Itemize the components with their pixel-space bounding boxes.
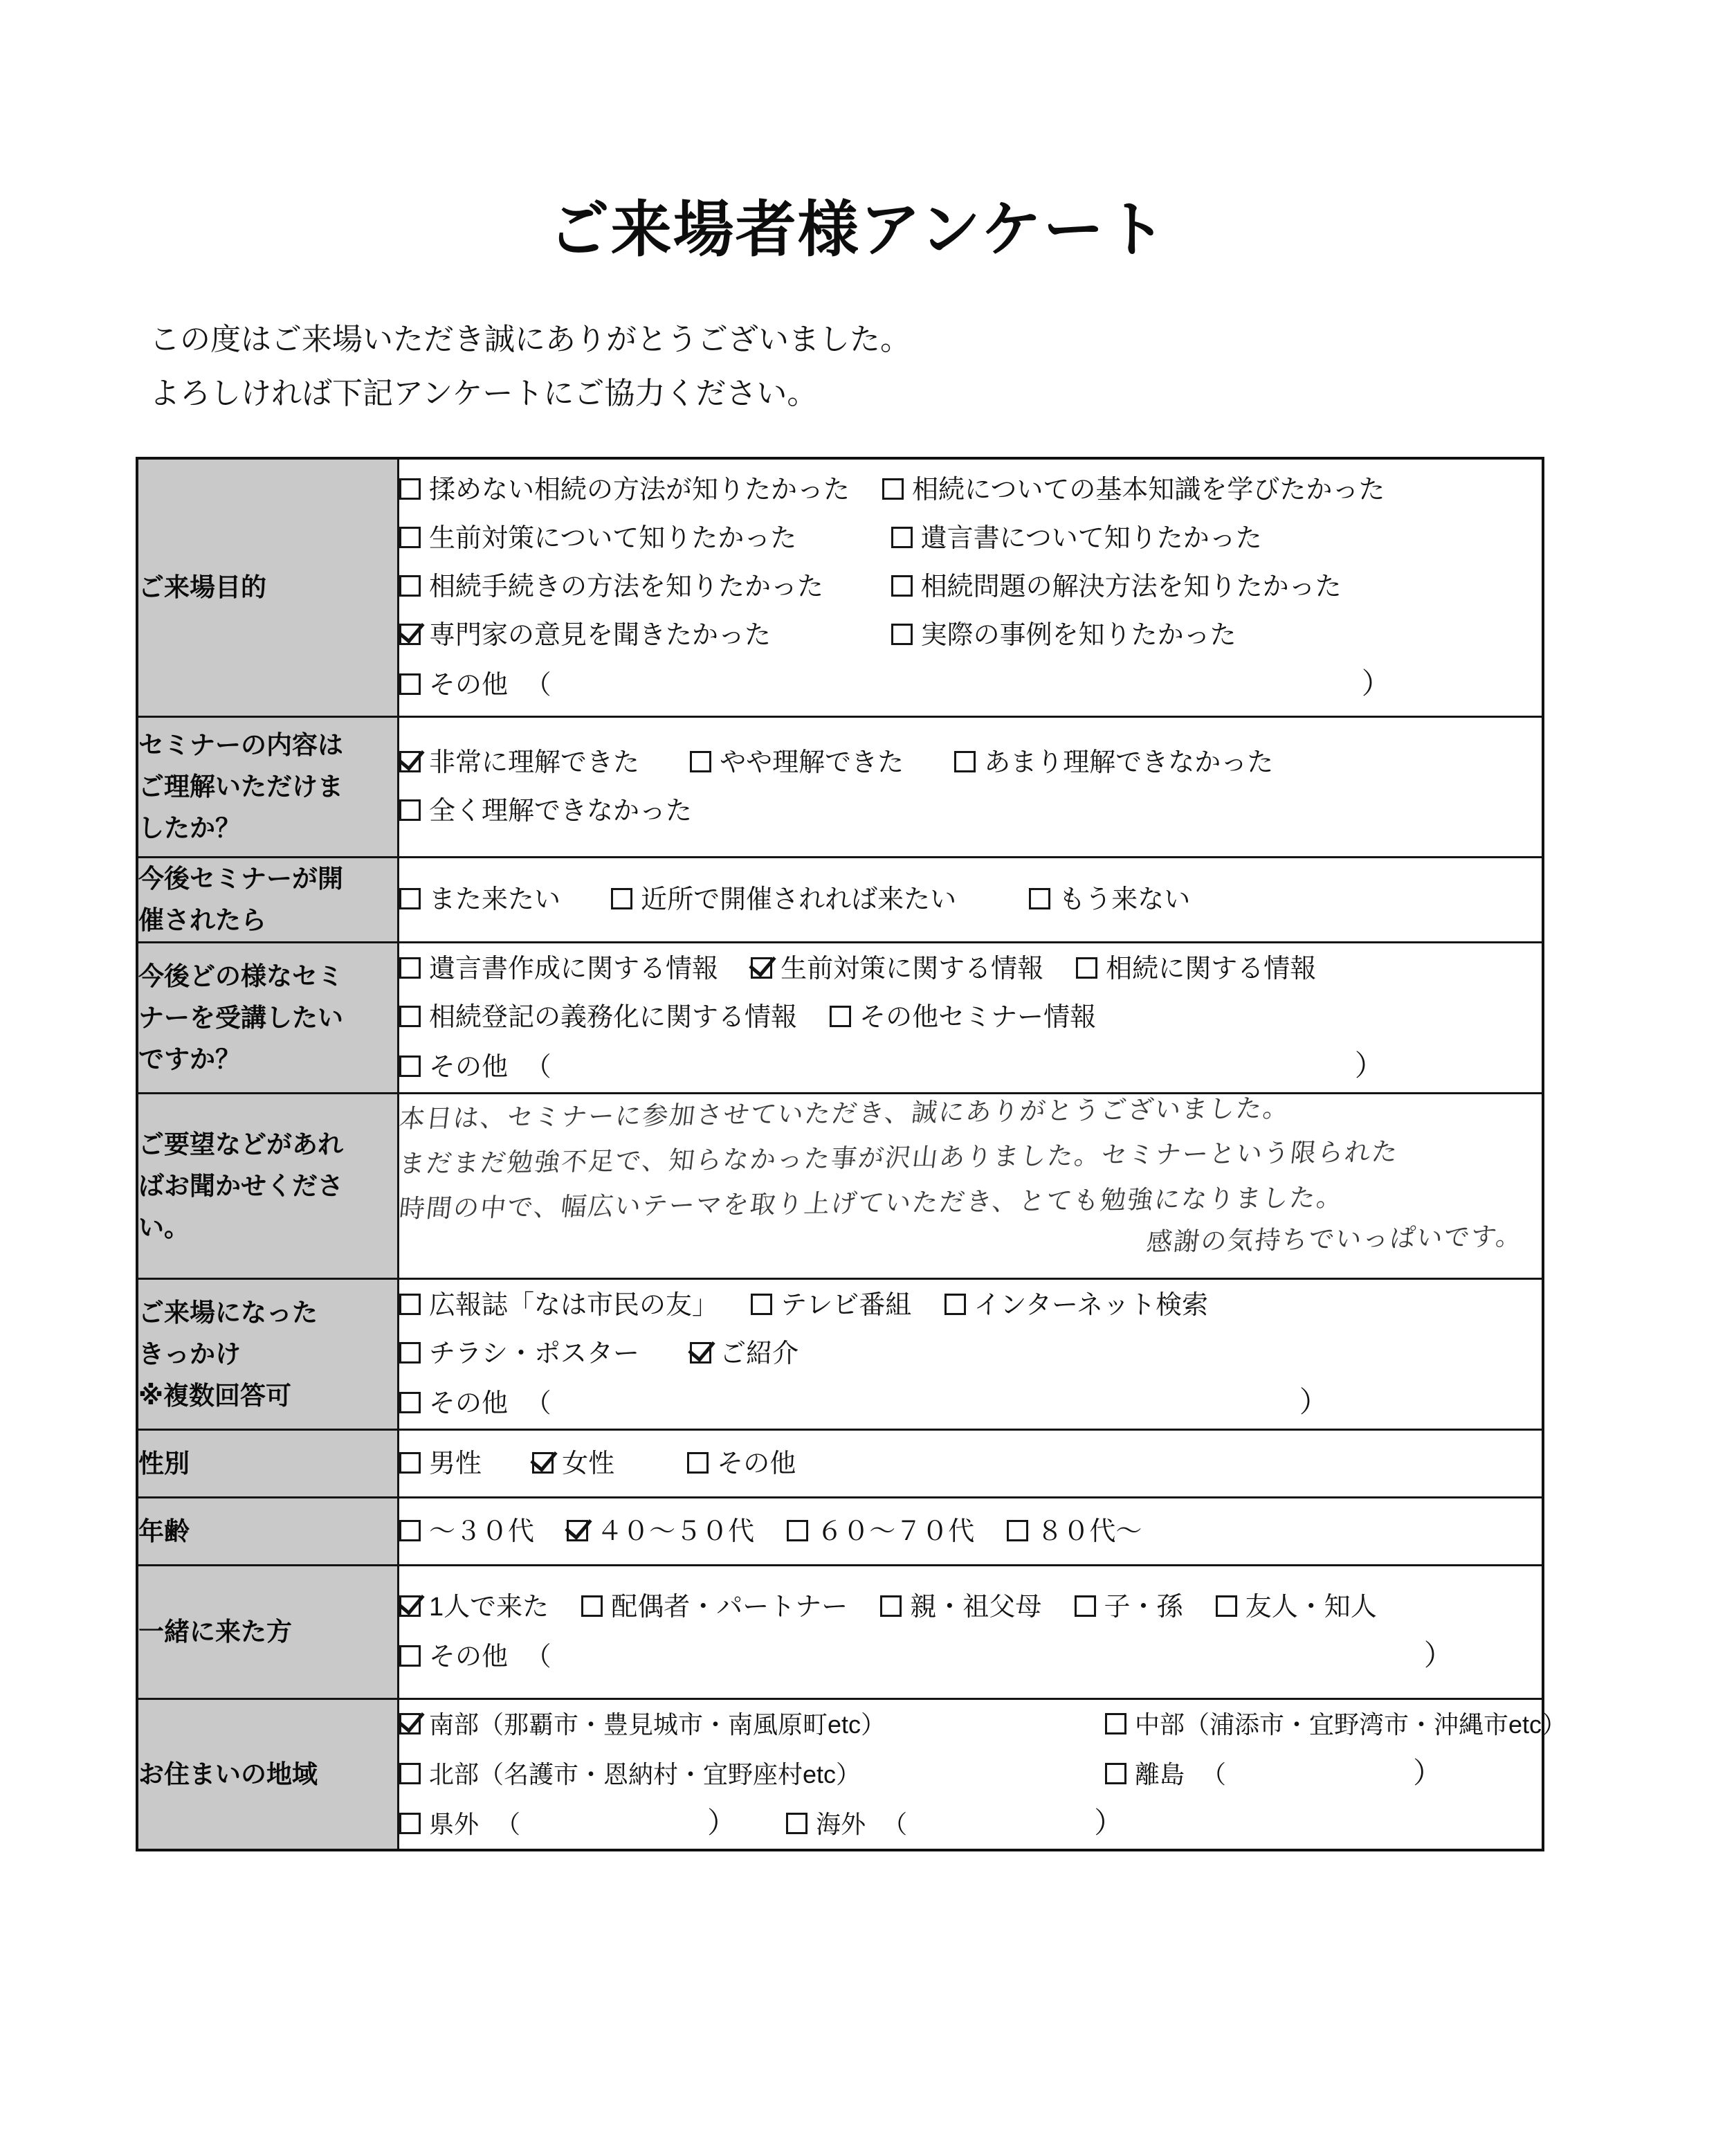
option-line — [399, 1440, 1542, 1488]
row-label-companion: 一緒に来た方 — [137, 1566, 399, 1699]
option-label: ～３０代 — [429, 1516, 535, 1546]
option-label: 男性 — [429, 1449, 482, 1478]
intro-line-1: この度はご来場いただき誠にありがとうございました。 — [149, 323, 911, 356]
table-row-comments — [137, 1094, 1543, 1279]
checkbox-option-purpose-7[interactable] — [399, 611, 884, 660]
handwritten-line-4: 感謝の気持ちでいっぱいです。 — [1144, 1221, 1525, 1257]
checkbox-checked-icon[interactable] — [532, 1452, 554, 1474]
checkbox-icon[interactable] — [687, 1452, 709, 1474]
checkbox-icon[interactable] — [399, 1520, 421, 1541]
paren-open: （ — [524, 1052, 551, 1082]
checkbox-option-future-attend-2[interactable] — [611, 876, 956, 924]
paren-open: （ — [524, 671, 551, 700]
option-label: やや理解できた — [720, 748, 904, 777]
handwritten-line-1: 本日は、セミナーに参加させていただき、誠にありがとうございました。 — [397, 1092, 1292, 1134]
option-line — [399, 1507, 1542, 1556]
option-label: その他 — [429, 671, 509, 700]
checkbox-icon[interactable] — [399, 1342, 421, 1364]
option-line — [399, 1701, 1567, 1749]
checkbox-icon[interactable] — [891, 624, 913, 645]
option-label: 親・祖父母 — [910, 1593, 1042, 1622]
option-line — [399, 466, 1542, 514]
row-label-understanding: セミナーの内容は ご理解いただけま したか？ — [137, 717, 399, 858]
checkbox-option-gender-2[interactable] — [532, 1440, 614, 1488]
checkbox-option-future-topic-5[interactable] — [830, 993, 1096, 1042]
checkbox-icon[interactable] — [954, 751, 976, 772]
option-label: 相続登記の義務化に関する情報 — [429, 1002, 798, 1032]
table-row-age — [137, 1498, 1543, 1566]
checkbox-option-region-5[interactable] — [399, 1800, 479, 1849]
option-label: その他セミナー情報 — [859, 1002, 1097, 1032]
option-label: 近所で開催されれば来たい — [641, 885, 957, 914]
checkbox-option-companion-2[interactable] — [581, 1583, 848, 1631]
checkbox-option-future-attend-1[interactable] — [399, 876, 560, 924]
option-line — [399, 1749, 1542, 1799]
checkbox-option-referral-2[interactable] — [751, 1281, 911, 1330]
option-line — [399, 1281, 1542, 1330]
option-label: 相続についての基本知識を学びたかった — [912, 475, 1385, 505]
row-label-comments: ご要望などがあれ ばお聞かせくださ い。 — [137, 1094, 399, 1279]
table-row-region — [137, 1699, 1543, 1851]
checkbox-icon[interactable] — [787, 1520, 808, 1541]
row-label-region: お住まいの地域 — [137, 1699, 399, 1851]
checkbox-icon[interactable] — [399, 1294, 421, 1315]
checkbox-option-future-topic-other[interactable] — [399, 1043, 508, 1091]
handwritten-line-3: 時間の中で、幅広いテーマを取り上げていただき、とても勉強になりました。 — [397, 1181, 1346, 1224]
option-label: 遺言書作成に関する情報 — [429, 954, 719, 984]
checkbox-option-region-6[interactable] — [786, 1800, 866, 1849]
checkbox-icon[interactable] — [751, 1294, 772, 1315]
checkbox-option-understanding-4[interactable] — [399, 787, 692, 835]
option-line — [399, 563, 1542, 611]
option-line — [399, 787, 1542, 835]
checkbox-icon[interactable] — [882, 478, 904, 500]
checkbox-option-purpose-other[interactable] — [399, 661, 508, 709]
checkbox-option-age-1[interactable] — [399, 1507, 534, 1556]
checkbox-option-referral-5[interactable] — [690, 1330, 798, 1378]
option-label: 県外 — [429, 1809, 480, 1838]
checkbox-icon[interactable] — [399, 1645, 421, 1667]
checkbox-option-purpose-6[interactable] — [891, 563, 1342, 611]
checkbox-option-companion-5[interactable] — [1216, 1583, 1377, 1631]
checkbox-icon[interactable] — [690, 751, 711, 772]
option-line — [399, 739, 1542, 787]
option-label: 生前対策に関する情報 — [781, 954, 1044, 984]
option-label: チラシ・ポスター — [429, 1339, 640, 1368]
option-label: 中部（浦添市・宜野湾市・沖縄市etc） — [1135, 1710, 1567, 1739]
checkbox-icon[interactable] — [1029, 888, 1050, 909]
option-line — [399, 1583, 1542, 1631]
row-content-purpose — [399, 458, 1544, 717]
checkbox-checked-icon[interactable] — [690, 1342, 711, 1364]
checkbox-option-age-3[interactable] — [787, 1507, 974, 1556]
paren-open: （ — [524, 1388, 551, 1418]
option-label: もう来ない — [1059, 885, 1191, 914]
option-label: 海外 — [816, 1809, 866, 1838]
checkbox-option-future-attend-3[interactable] — [1029, 876, 1190, 924]
checkbox-icon[interactable] — [891, 575, 913, 597]
row-label-age: 年齢 — [137, 1498, 399, 1566]
row-content-future-topic — [399, 943, 1544, 1094]
checkbox-option-referral-other[interactable] — [399, 1379, 508, 1428]
option-label: 配偶者・パートナー — [611, 1593, 848, 1622]
row-label-future-attend: 今後セミナーが開 催されたら — [137, 858, 399, 943]
checkbox-icon[interactable] — [399, 1392, 421, 1413]
checkbox-option-age-4[interactable] — [1007, 1507, 1142, 1556]
option-line-other — [399, 660, 1542, 709]
checkbox-option-companion-3[interactable] — [880, 1583, 1041, 1631]
row-content-region — [399, 1699, 1567, 1851]
checkbox-option-future-topic-3[interactable] — [1076, 945, 1316, 993]
option-line-other — [399, 1631, 1542, 1681]
checkbox-icon[interactable] — [880, 1595, 902, 1617]
row-content-understanding — [399, 717, 1544, 858]
row-label-referral: ご来場になった きっかけ ※複数回答可 — [137, 1279, 399, 1430]
checkbox-icon[interactable] — [399, 478, 421, 500]
checkbox-icon[interactable] — [399, 957, 421, 979]
checkbox-checked-icon[interactable] — [399, 1713, 421, 1734]
page-title: ご来場者様アンケート — [548, 194, 1168, 265]
survey-table — [136, 457, 1567, 1851]
checkbox-icon[interactable] — [830, 1006, 851, 1027]
paren-close: ） — [707, 1806, 737, 1839]
checkbox-option-purpose-4[interactable] — [891, 514, 1262, 563]
handwritten-line-2: まだまだ勉強不足で、知らなかった事が沢山ありました。セミナーという限られた — [397, 1136, 1400, 1179]
table-row-companion — [137, 1566, 1543, 1699]
option-label: その他 — [429, 1642, 509, 1672]
checkbox-option-future-topic-1[interactable] — [399, 945, 718, 993]
option-label: あまり理解できなかった — [984, 748, 1274, 777]
checkbox-icon[interactable] — [399, 1056, 421, 1077]
row-content-gender — [399, 1430, 1544, 1498]
checkbox-checked-icon[interactable] — [399, 1595, 421, 1617]
checkbox-icon[interactable] — [1075, 1595, 1096, 1617]
checkbox-option-companion-other[interactable] — [399, 1633, 508, 1681]
option-label: 生前対策について知りたかった — [429, 524, 797, 553]
checkbox-icon[interactable] — [1105, 1713, 1126, 1734]
option-label: その他 — [429, 1388, 509, 1418]
table-row-understanding — [137, 717, 1543, 858]
option-label: 子・孫 — [1104, 1593, 1183, 1622]
checkbox-option-age-2[interactable] — [567, 1507, 754, 1556]
option-label: 相続に関する情報 — [1106, 954, 1317, 984]
option-line — [399, 993, 1542, 1042]
checkbox-icon[interactable] — [1105, 1763, 1126, 1784]
paren-open: （ — [1201, 1759, 1227, 1788]
option-label: 北部（名護市・恩納村・宜野座村etc） — [429, 1759, 861, 1788]
option-label: その他 — [429, 1052, 509, 1082]
checkbox-icon[interactable] — [891, 527, 913, 548]
option-label: 非常に理解できた — [429, 748, 640, 777]
paren-open: （ — [882, 1809, 908, 1838]
option-label: インターネット検索 — [974, 1290, 1209, 1320]
checkbox-icon[interactable] — [399, 673, 421, 695]
option-label: ６０～７０代 — [816, 1516, 975, 1546]
paren-open: （ — [524, 1642, 551, 1672]
checkbox-option-companion-4[interactable] — [1075, 1583, 1183, 1631]
checkbox-option-purpose-3[interactable] — [399, 514, 884, 563]
option-label: ４０～５０代 — [596, 1516, 755, 1546]
checkbox-option-gender-1[interactable] — [399, 1440, 482, 1488]
option-line-other — [399, 1042, 1542, 1091]
option-label: ８０代～ — [1037, 1516, 1142, 1546]
option-label: 友人・知人 — [1245, 1593, 1377, 1622]
checkbox-option-future-topic-4[interactable] — [399, 993, 797, 1042]
option-label: 専門家の意見を聞きたかった — [429, 621, 772, 650]
checkbox-option-gender-3[interactable] — [687, 1440, 796, 1488]
option-line — [399, 945, 1542, 993]
option-label: また来たい — [429, 885, 561, 914]
option-label: 1人で来た — [429, 1593, 549, 1622]
option-label: テレビ番組 — [781, 1290, 912, 1320]
row-content-future-attend — [399, 858, 1544, 943]
option-label: 広報誌「なは市民の友」 — [429, 1290, 719, 1320]
table-row-purpose — [137, 458, 1543, 717]
option-label: その他 — [717, 1449, 796, 1478]
option-line — [399, 1799, 1542, 1849]
table-row-future-topic — [137, 943, 1543, 1094]
checkbox-option-understanding-1[interactable] — [399, 739, 639, 787]
checkbox-checked-icon[interactable] — [751, 957, 772, 979]
option-line — [399, 514, 1542, 563]
checkbox-option-region-4[interactable] — [1105, 1750, 1185, 1799]
intro-line-2: よろしければ下記アンケートにご協力ください。 — [149, 377, 818, 410]
checkbox-option-purpose-5[interactable] — [399, 563, 884, 611]
table-row-future-attend — [137, 858, 1543, 943]
paren-close: ） — [1094, 1806, 1124, 1839]
checkbox-icon[interactable] — [581, 1595, 603, 1617]
intro-paragraph — [149, 313, 1326, 421]
paren-close: ） — [1354, 1049, 1384, 1082]
checkbox-icon[interactable] — [399, 575, 421, 597]
option-line-other — [399, 1378, 1542, 1428]
option-label: 南部（那覇市・豊見城市・南風原町etc） — [429, 1710, 886, 1739]
table-row-referral — [137, 1279, 1543, 1430]
checkbox-icon[interactable] — [399, 1452, 421, 1474]
checkbox-icon[interactable] — [1216, 1595, 1237, 1617]
row-label-future-topic: 今後どの様なセミ ナーを受講したい ですか？ — [137, 943, 399, 1094]
checkbox-option-region-1[interactable] — [399, 1701, 1098, 1749]
row-content-referral — [399, 1279, 1544, 1430]
checkbox-option-purpose-2[interactable] — [882, 466, 1385, 514]
option-label: 全く理解できなかった — [429, 797, 693, 826]
option-line — [399, 876, 1542, 924]
row-content-comments[interactable] — [399, 1094, 1544, 1279]
option-label: 遺言書について知りたかった — [920, 524, 1262, 553]
row-label-gender: 性別 — [137, 1430, 399, 1498]
checkbox-option-companion-1[interactable] — [399, 1583, 549, 1631]
checkbox-option-referral-4[interactable] — [399, 1330, 639, 1378]
checkbox-option-region-3[interactable] — [399, 1750, 1098, 1799]
option-label: 揉めない相続の方法が知りたかった — [429, 475, 850, 505]
option-label: 相続手続きの方法を知りたかった — [429, 572, 824, 601]
paren-close: ） — [1413, 1756, 1443, 1789]
checkbox-option-future-topic-2[interactable] — [751, 945, 1043, 993]
checkbox-checked-icon[interactable] — [399, 751, 421, 772]
paren-close: ） — [1299, 1385, 1329, 1418]
checkbox-option-understanding-3[interactable] — [954, 739, 1273, 787]
option-label: 女性 — [562, 1449, 615, 1478]
checkbox-checked-icon[interactable] — [399, 624, 421, 645]
row-content-companion — [399, 1566, 1544, 1699]
table-row-gender — [137, 1430, 1543, 1498]
checkbox-icon[interactable] — [399, 527, 421, 548]
checkbox-option-purpose-1[interactable] — [399, 466, 850, 514]
option-label: 相続問題の解決方法を知りたかった — [920, 572, 1342, 601]
checkbox-icon[interactable] — [611, 888, 632, 909]
checkbox-icon[interactable] — [786, 1813, 807, 1834]
checkbox-option-region-2[interactable] — [1105, 1701, 1567, 1749]
option-label: 離島 — [1135, 1759, 1185, 1788]
checkbox-option-purpose-8[interactable] — [891, 611, 1236, 660]
row-content-age — [399, 1498, 1544, 1566]
checkbox-icon[interactable] — [1076, 957, 1097, 979]
option-line — [399, 1330, 1542, 1378]
checkbox-icon[interactable] — [944, 1294, 966, 1315]
option-label: ご紹介 — [720, 1339, 799, 1368]
checkbox-option-referral-1[interactable] — [399, 1281, 718, 1330]
checkbox-icon[interactable] — [399, 799, 421, 821]
paren-close: ） — [1361, 667, 1391, 700]
checkbox-icon[interactable] — [1007, 1520, 1028, 1541]
option-line — [399, 611, 1542, 660]
checkbox-option-understanding-2[interactable] — [690, 739, 904, 787]
checkbox-option-referral-3[interactable] — [944, 1281, 1209, 1330]
checkbox-icon[interactable] — [399, 1763, 421, 1784]
checkbox-checked-icon[interactable] — [567, 1520, 588, 1541]
row-label-purpose: ご来場目的 — [137, 458, 399, 717]
paren-open: （ — [495, 1809, 521, 1838]
paren-close: ） — [1423, 1639, 1453, 1672]
option-label: 実際の事例を知りたかった — [920, 621, 1236, 650]
checkbox-icon[interactable] — [399, 888, 421, 909]
checkbox-icon[interactable] — [399, 1813, 421, 1834]
checkbox-icon[interactable] — [399, 1006, 421, 1027]
